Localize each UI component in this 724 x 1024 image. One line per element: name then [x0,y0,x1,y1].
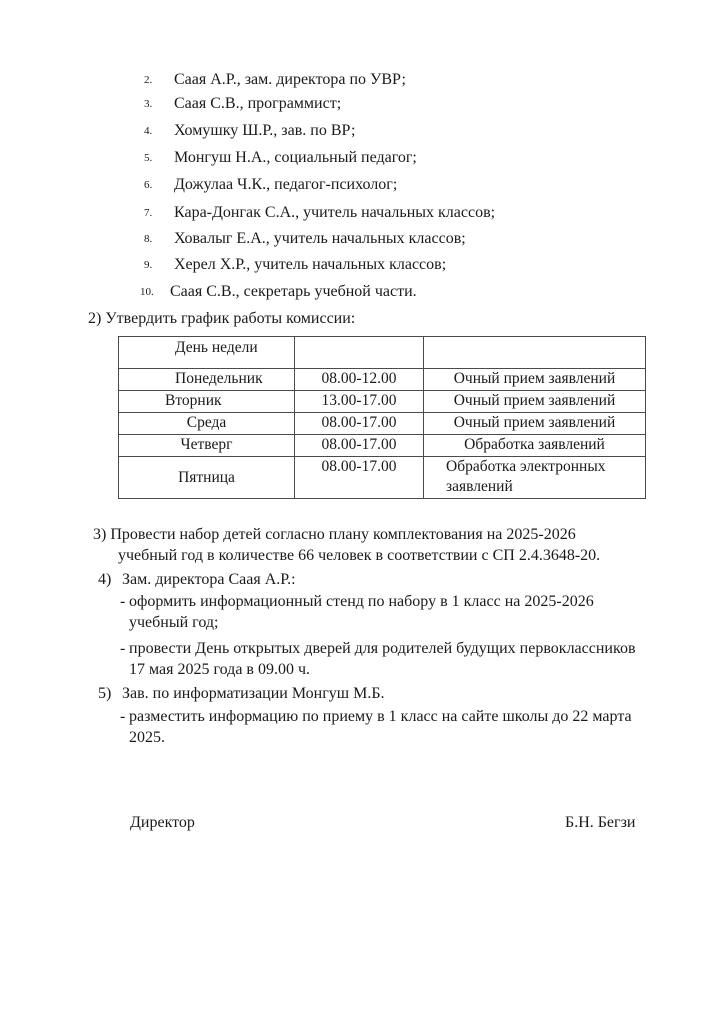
member-item [140,281,417,303]
header-time [295,337,424,369]
item-5-number: 5) [98,685,112,702]
member-text: Хомушку Ш.Р., зав. по ВР; [174,122,356,139]
member-item [140,120,355,142]
cell-day: Четверг [119,435,295,457]
member-number: 3. [144,98,153,110]
member-number: 5. [144,152,153,164]
member-item [140,228,466,250]
cell-time: 08.00-17.00 [295,413,424,435]
member-item [140,93,341,115]
table-row [119,457,646,499]
signature-title: Директор [130,814,195,831]
member-text: Саая А.Р., зам. директора по УВР; [174,71,406,88]
item-3-line-2: учебный год в количестве 66 человек в соответствии с СП 2.4.3648-20. [118,547,601,564]
cell-time: 13.00-17.00 [295,391,424,413]
member-number: 9. [144,259,153,271]
item-3-line-1: 3) Провести набор детей согласно плану комплектования на 2025-2026 [93,526,576,543]
member-number: 7. [144,207,153,219]
cell-activity: Очный прием заявлений [424,369,646,391]
bullet-dash: - [120,640,126,657]
cell-activity: Очный прием заявлений [424,413,646,435]
cell-day: Вторник [119,391,295,413]
member-item [140,147,417,169]
cell-time: 08.00-17.00 [295,435,424,457]
cell-activity: Обработка заявлений [424,435,646,457]
member-number: 10. [140,286,154,298]
member-text: Ховалыг Е.А., учитель начальных классов; [174,230,466,247]
member-text: Дожулаа Ч.К., педагог-психолог; [174,176,398,193]
cell-day: Пятница [119,457,295,499]
cell-activity-line: заявлений [446,478,513,495]
bullet-dash: - [120,593,126,610]
item-4-heading: Зам. директора Саая А.Р.: [122,571,296,588]
member-item [140,254,446,276]
table-header-row [119,337,646,369]
member-number: 8. [144,233,153,245]
member-item [140,174,397,196]
member-number: 6. [144,179,153,191]
member-text: Херел Х.Р., учитель начальных классов; [174,256,447,273]
member-text: Саая С.В., программист; [174,95,342,112]
header-day: День недели [119,337,295,369]
item-4-bullet-2-line-1: провести День открытых дверей для родителей будущих первоклассников [129,640,636,657]
bullet-dash: - [120,708,126,725]
item-2-heading: 2) Утвердить график работы комиссии: [88,310,356,327]
cell-activity-line: Обработка электронных [446,458,606,475]
item-5-bullet-1-line-1: разместить информацию по приему в 1 класс на сайте школы до 22 марта [129,708,632,725]
cell-activity [424,457,646,499]
member-text: Саая С.В., секретарь учебной части. [170,283,417,300]
table-row [119,391,646,413]
item-5-bullet-1-line-2: 2025. [129,729,165,746]
cell-day: Среда [119,413,295,435]
item-4-bullet-1-line-1: оформить информационный стенд по набору в 1 класс на 2025-2026 [129,593,594,610]
member-item [140,202,495,224]
item-4-bullet-1-line-2: учебный год; [129,614,219,631]
cell-time: 08.00-17.00 [295,457,424,499]
item-4-number: 4) [98,571,112,588]
table-row [119,369,646,391]
item-4-bullet-2-line-2: 17 мая 2025 года в 09.00 ч. [129,661,311,678]
member-text: Кара-Донгак С.А., учитель начальных классов; [174,204,496,221]
member-item [140,69,406,91]
schedule-table [118,336,646,499]
table-row [119,435,646,457]
table-row [119,413,646,435]
member-number: 4. [144,125,153,137]
member-number: 2. [144,74,153,86]
cell-time: 08.00-12.00 [295,369,424,391]
member-text: Монгуш Н.А., социальный педагог; [174,149,417,166]
item-5-heading: Зав. по информатизации Монгуш М.Б. [122,685,385,702]
header-activity [424,337,646,369]
cell-day: Понедельник [119,369,295,391]
signature-name: Б.Н. Бегзи [565,814,636,831]
cell-activity: Очный прием заявлений [424,391,646,413]
